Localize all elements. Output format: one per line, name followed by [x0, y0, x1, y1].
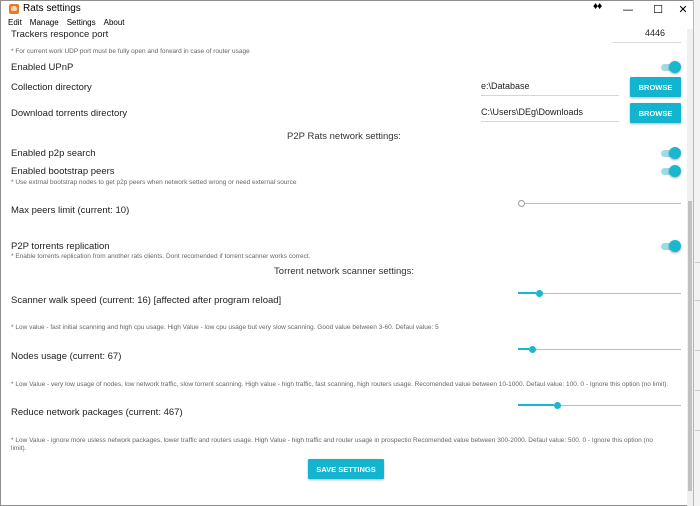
menu-bar — [1, 17, 693, 29]
download-browse-button[interactable]: BROWSE — [630, 103, 681, 123]
nodes-usage-note: * Low Value - very low usage of nodes, low network traffic, slow torrent scanning. High value - high traffic, fast scanning, high routers usage. Recomended value between 10-1000. Defaul value: 100. 0 - Ignore this option (no limit). — [11, 381, 669, 388]
title-bar[interactable] — [1, 1, 693, 17]
nodes-usage-slider[interactable] — [518, 345, 681, 355]
close-icon[interactable]: ✕ — [678, 2, 688, 16]
vertical-scrollbar[interactable] — [687, 29, 693, 506]
replication-note: * Enable torrents replication from another rats clients. Dont recomended if torrent scanner works correct. — [11, 253, 311, 260]
max-peers-slider[interactable] — [518, 199, 681, 209]
scrollbar-thumb[interactable] — [688, 201, 692, 491]
window-title: Rats settings — [23, 3, 81, 14]
nodes-usage-label: Nodes usage (current: 67) — [11, 351, 122, 362]
nodes-usage-slider-knob[interactable] — [529, 346, 536, 353]
walk-speed-slider-knob[interactable] — [536, 290, 543, 297]
collection-dir-input[interactable]: e:\Database — [481, 79, 619, 96]
reduce-packages-note-line1: * Low Value - ignore more usless network packages, lower traffic and routers usage. High Value - high traffic and router usage in prospectio Recomended value between 300-2000. Defaul value: 500. 0 - Ignore this option (no — [11, 437, 653, 444]
menu-settings[interactable]: Settings — [66, 18, 96, 27]
bootstrap-label: Enabled bootstrap peers — [11, 166, 115, 177]
replication-label: P2P torrents replication — [11, 241, 110, 252]
p2p-search-toggle[interactable] — [661, 147, 681, 159]
reduce-packages-slider[interactable] — [518, 401, 681, 411]
bootstrap-toggle[interactable] — [661, 165, 681, 177]
rat-app-icon — [9, 4, 19, 14]
p2p-search-label: Enabled p2p search — [11, 148, 96, 159]
collection-dir-label: Collection directory — [11, 82, 92, 93]
bootstrap-note: * Use extrnal bootstrap nodes to get p2p peers when network setted wrong or need external source — [11, 179, 297, 186]
trackers-port-input[interactable]: 4446 — [613, 29, 681, 43]
reduce-packages-slider-knob[interactable] — [554, 402, 561, 409]
menu-manage[interactable]: Manage — [29, 18, 59, 27]
reduce-packages-note-line2: limit). — [11, 445, 27, 452]
max-peers-slider-knob[interactable] — [518, 200, 525, 207]
download-dir-label: Download torrents directory — [11, 108, 128, 119]
desktop-edge — [693, 0, 700, 506]
replication-toggle[interactable] — [661, 240, 681, 252]
trackers-port-label: Trackers responce port — [11, 29, 109, 40]
p2p-section-title: P2P Rats network settings: — [287, 131, 401, 142]
collection-browse-button[interactable]: BROWSE — [630, 77, 681, 97]
max-peers-label: Max peers limit (current: 10) — [11, 205, 130, 216]
nav-arrows-icon[interactable]: ♦♦ — [593, 1, 602, 12]
walk-speed-label: Scanner walk speed (current: 16) [affected after program reload] — [11, 295, 282, 306]
walk-speed-slider[interactable] — [518, 289, 681, 299]
save-settings-button[interactable]: SAVE SETTINGS — [308, 459, 384, 479]
maximize-icon[interactable]: ☐ — [653, 2, 663, 16]
menu-about[interactable]: About — [103, 18, 125, 27]
scanner-section-title: Torrent network scanner settings: — [274, 266, 414, 277]
walk-speed-note: * Low value - fast initial scanning and high cpu usage. High Value - low cpu usage but very slow scanning. Good value between 3-60. Defaul value: 5 — [11, 324, 439, 331]
upnp-toggle[interactable] — [661, 61, 681, 73]
minimize-icon[interactable]: — — [622, 2, 634, 16]
upnp-label: Enabled UPnP — [11, 62, 74, 73]
trackers-port-note: * For current work UDP port must be fully open and forward in case of router usage — [11, 48, 250, 55]
menu-edit[interactable]: Edit — [8, 18, 22, 27]
settings-content — [1, 29, 687, 506]
download-dir-input[interactable]: C:\Users\DEg\Downloads — [481, 105, 619, 122]
reduce-packages-label: Reduce network packages (current: 467) — [11, 407, 183, 418]
